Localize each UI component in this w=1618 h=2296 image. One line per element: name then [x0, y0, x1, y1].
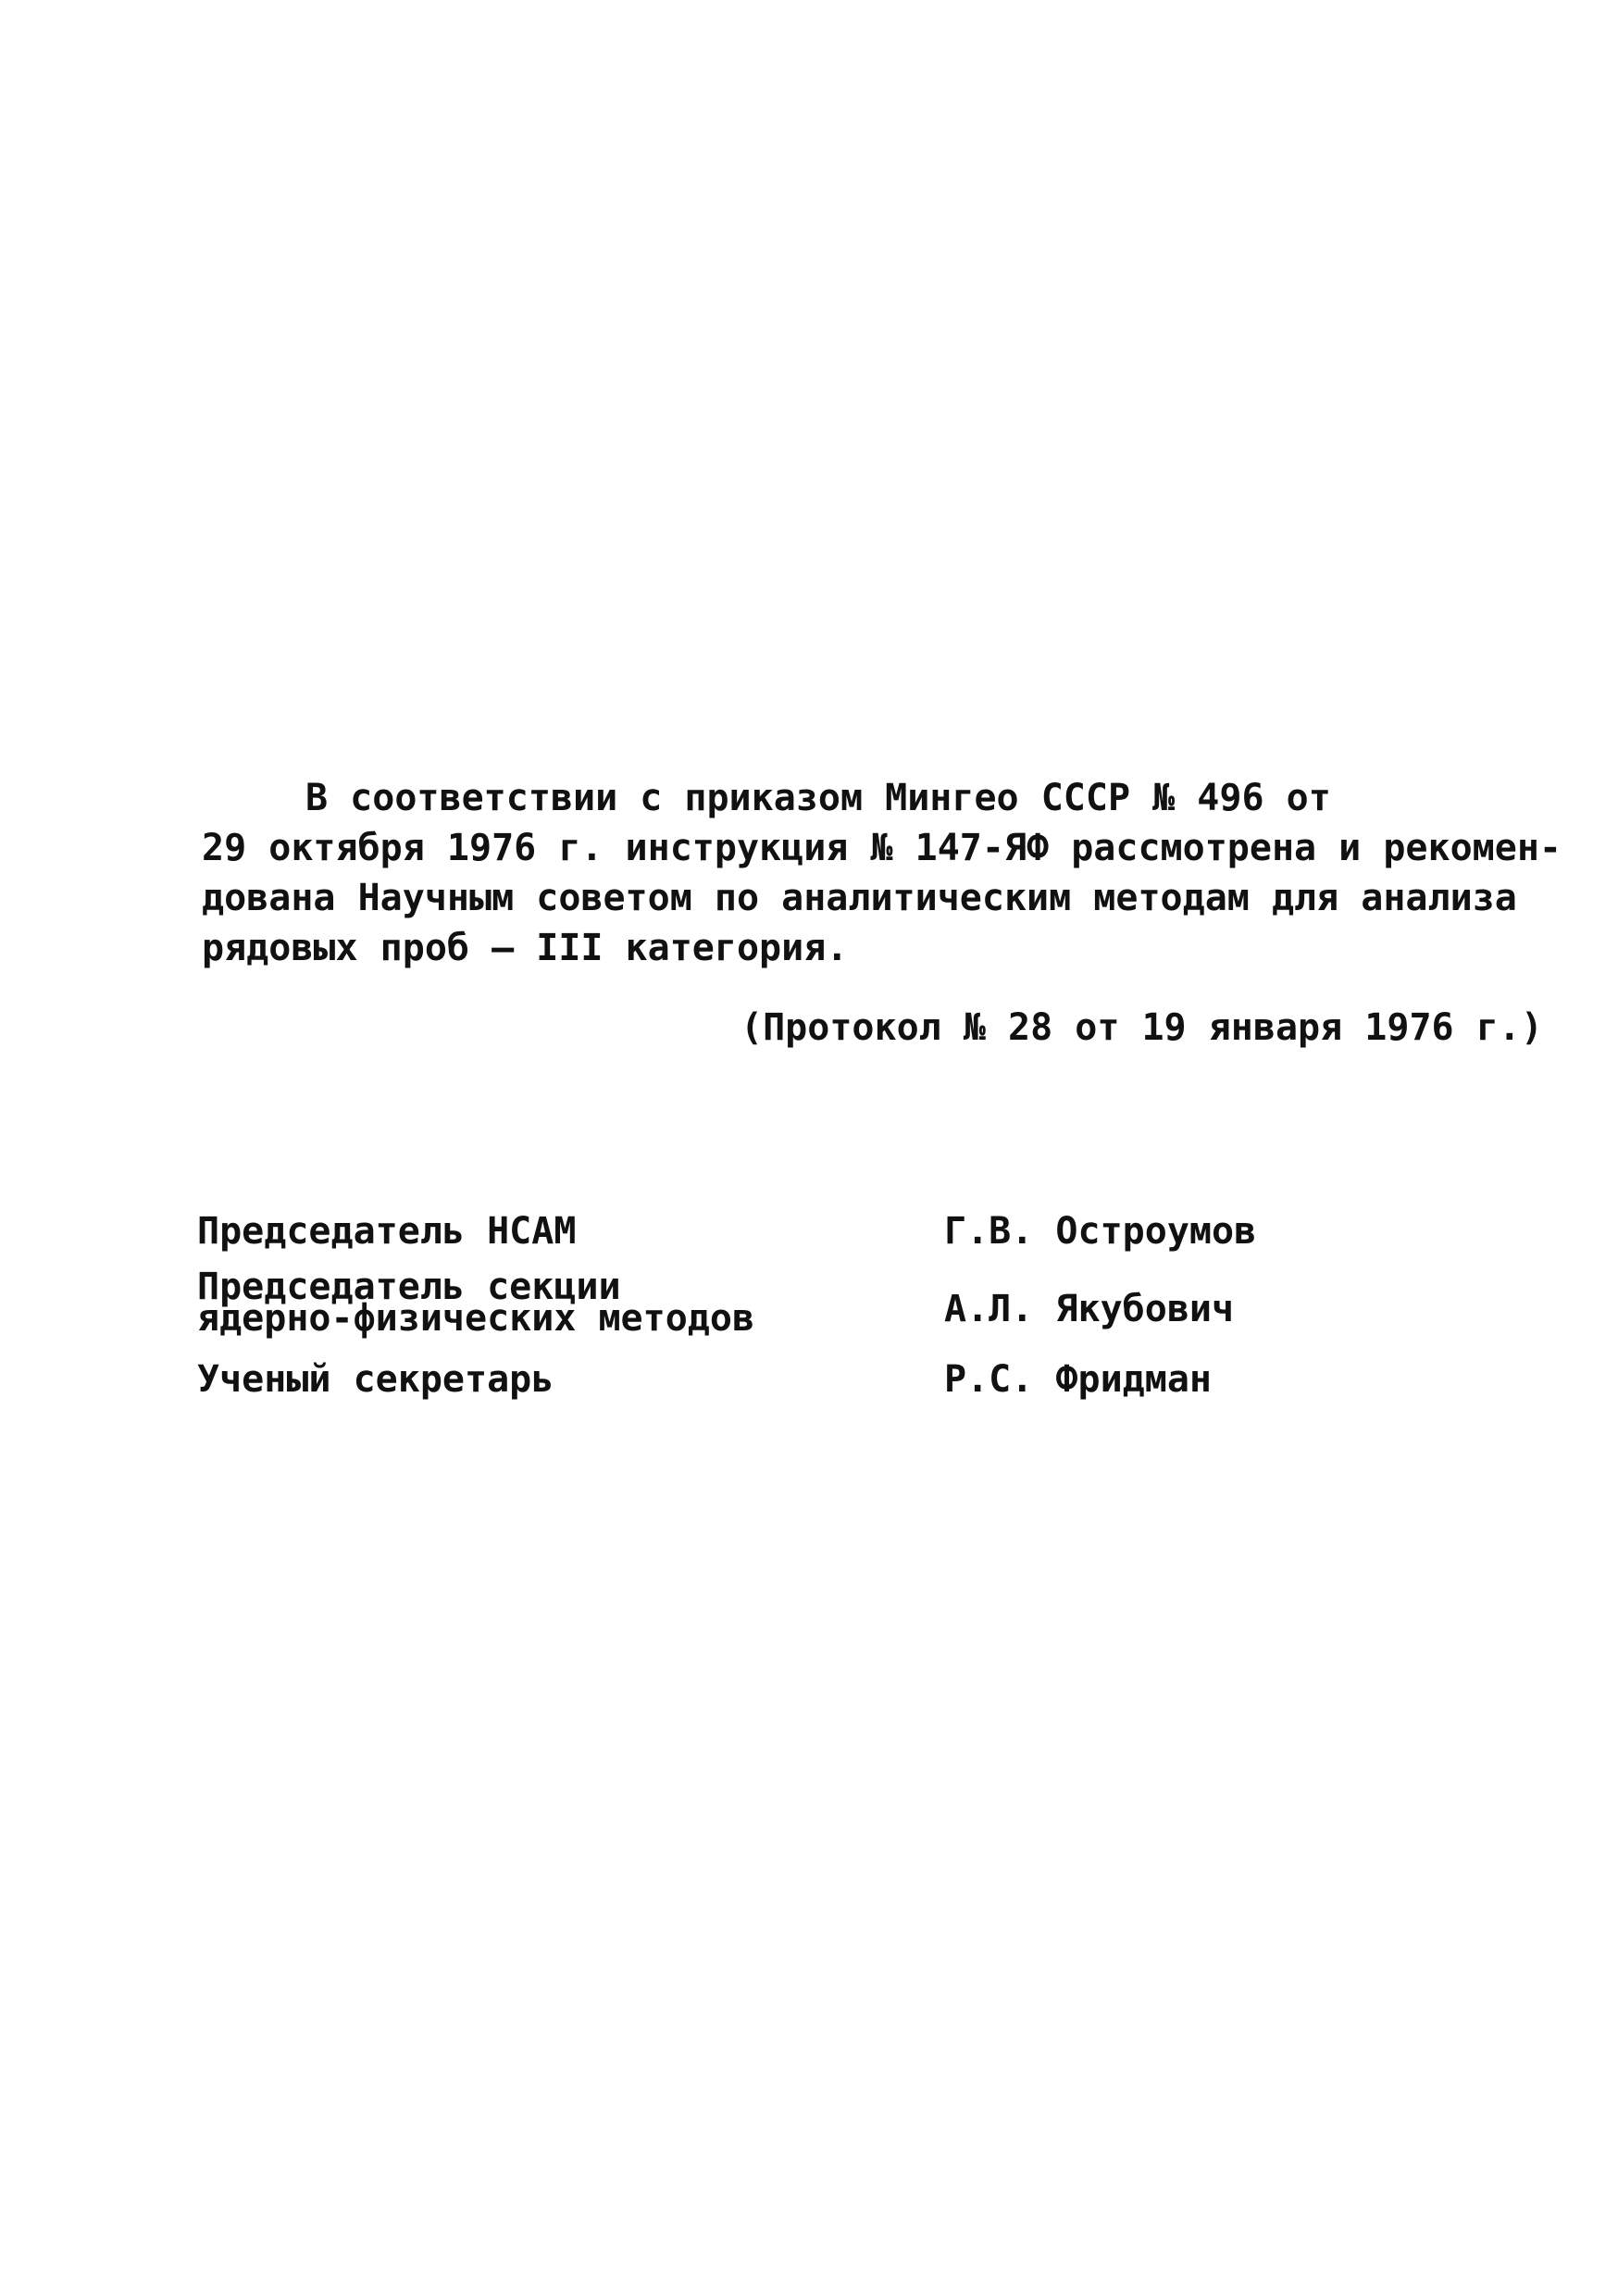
- signature-role-chairman: Председатель НСАМ: [197, 1210, 577, 1253]
- signature-role-secretary: Ученый секретарь: [197, 1358, 554, 1401]
- paragraph-line-3: дована Научным советом по аналитическим методам для анализа: [202, 877, 1517, 919]
- signature-name-secretary: Р.С. Фридман: [944, 1358, 1212, 1401]
- signature-role-section-chairman-line-2: ядерно-физических методов: [197, 1297, 755, 1340]
- protocol-reference: (Протокол № 28 от 19 января 1976 г.): [741, 1006, 1543, 1049]
- paragraph-line-2: 29 октября 1976 г. инструкция № 147-ЯФ рассмотрена и рекомен-: [202, 827, 1562, 869]
- paragraph-line-1: В соответствии с приказом Мингео СССР № 496 от: [305, 777, 1331, 819]
- signature-name-chairman: Г.В. Остроумов: [944, 1210, 1257, 1253]
- paragraph-line-4: рядовых проб – III категория.: [202, 927, 849, 969]
- signature-name-section-chairman: А.Л. Якубович: [944, 1288, 1235, 1330]
- signature-role-section-chairman-line-1: Председатель секции: [197, 1266, 621, 1308]
